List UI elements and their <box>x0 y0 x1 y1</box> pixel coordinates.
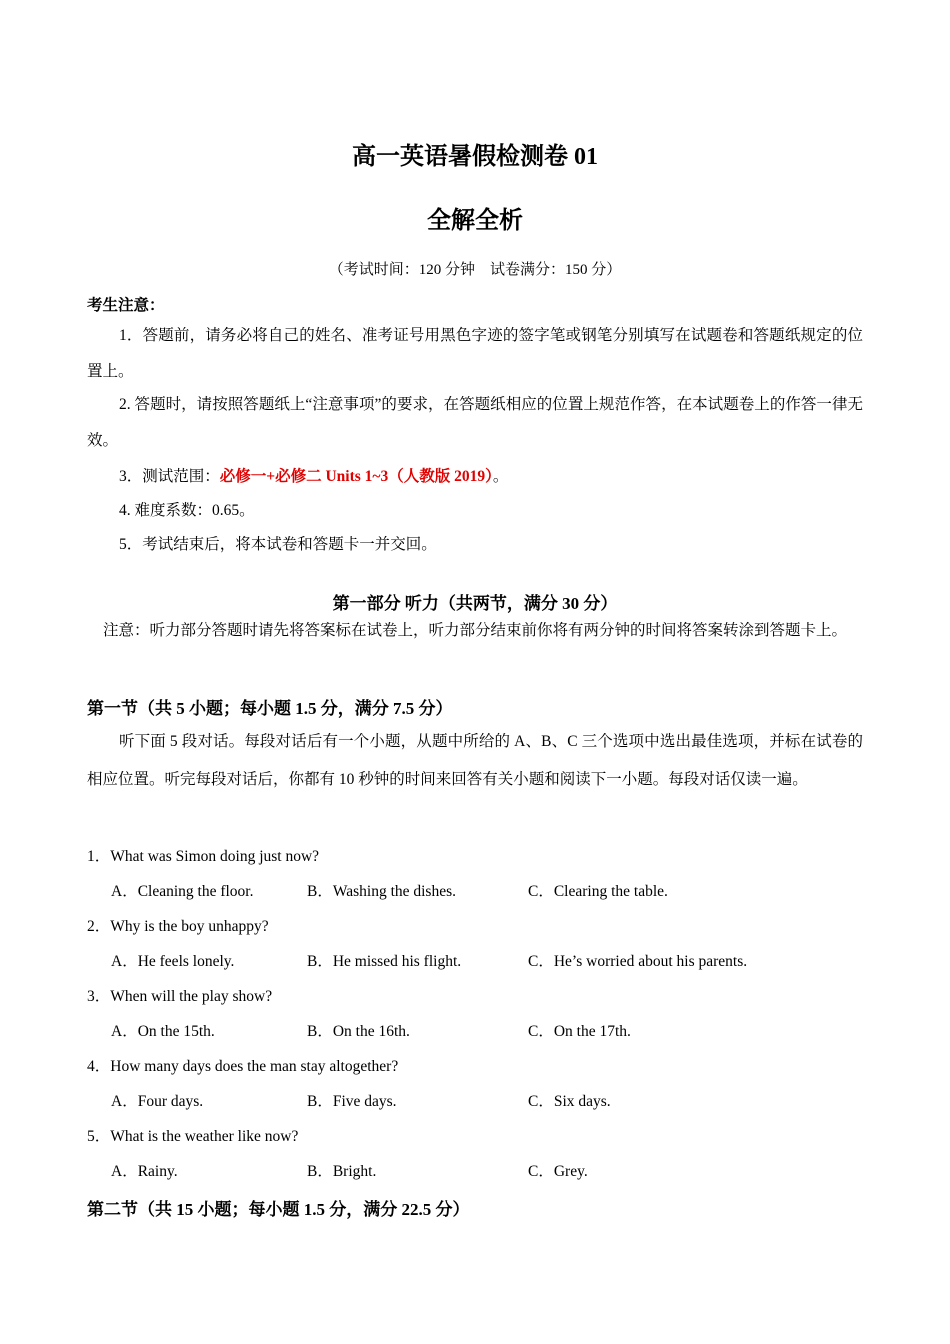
question-3-option-c: C．On the 17th. <box>528 1023 631 1040</box>
question-5-option-a: A．Rainy. <box>111 1163 178 1180</box>
question-5-option-c: C．Grey. <box>528 1163 588 1180</box>
test-scope-highlight: 必修一+必修二 Units 1~3（人教版 2019） <box>219 468 493 485</box>
document-title: 高一英语暑假检测卷 01 <box>352 144 598 170</box>
question-3-option-a: A．On the 15th. <box>111 1023 215 1040</box>
notice-item-3 <box>119 464 508 486</box>
notice-item-4: 4. 难度系数：0.65。 <box>119 502 255 519</box>
question-4-option-a: A．Four days. <box>111 1093 204 1110</box>
notice-item-2: 2. 答题时，请按照答题纸上“注意事项”的要求，在答题纸相应的位置上规范作答，在本试题卷上的作答一律无效。 <box>87 396 863 449</box>
section1-instructions: 听下面 5 段对话。每段对话后有一个小题，从题中所给的 A、B、C 三个选项中选出最佳选项，并标在试卷的相应位置。听完每段对话后，你都有 10 秒钟的时间来回答有关小题和阅读下一小题。每段对话仅读一遍。 <box>87 733 863 788</box>
section1-heading: 第一节（共 5 小题；每小题 1.5 分，满分 7.5 分） <box>87 699 453 718</box>
notice-item-1: 1．答题前，请务必将自己的姓名、准考证号用黑色字迹的签字笔或钢笔分别填写在试题卷和答题纸规定的位置上。 <box>87 327 863 380</box>
question-2-option-a: A．He feels lonely. <box>111 953 235 970</box>
part1-heading: 第一部分 听力（共两节，满分 30 分） <box>332 594 618 613</box>
question-1-option-b: B．Washing the dishes. <box>307 883 457 900</box>
notice-item-3-prefix: 3．测试范围： <box>119 468 220 485</box>
question-2-option-c: C．He’s worried about his parents. <box>528 953 748 970</box>
exam-info: （考试时间：120 分钟 试卷满分：150 分） <box>328 262 622 278</box>
notice-label: 考生注意： <box>87 297 165 314</box>
section2-heading: 第二节（共 15 小题；每小题 1.5 分，满分 22.5 分） <box>87 1200 470 1219</box>
notice-item-5: 5．考试结束后，将本试卷和答题卡一并交回。 <box>119 536 437 553</box>
question-3: 3．When will the play show? <box>87 988 273 1005</box>
question-5-option-b: B．Bright. <box>307 1163 377 1180</box>
part1-note: 注意：听力部分答题时请先将答案标在试卷上，听力部分结束前你将有两分钟的时间将答案转涂到答题卡上。 <box>103 622 848 639</box>
document-subtitle: 全解全析 <box>427 208 523 234</box>
question-3-option-b: B．On the 16th. <box>307 1023 410 1040</box>
question-2-option-b: B．He missed his flight. <box>307 953 462 970</box>
question-5: 5．What is the weather like now? <box>87 1128 299 1145</box>
question-4-option-c: C．Six days. <box>528 1093 611 1110</box>
notice-item-3-suffix: 。 <box>492 468 509 485</box>
question-1-option-c: C．Clearing the table. <box>528 883 668 900</box>
question-4: 4．How many days does the man stay altogether? <box>87 1058 399 1075</box>
question-1: 1．What was Simon doing just now? <box>87 848 320 865</box>
question-2: 2．Why is the boy unhappy? <box>87 918 269 935</box>
question-4-option-b: B．Five days. <box>307 1093 397 1110</box>
question-1-option-a: A．Cleaning the floor. <box>111 883 254 900</box>
